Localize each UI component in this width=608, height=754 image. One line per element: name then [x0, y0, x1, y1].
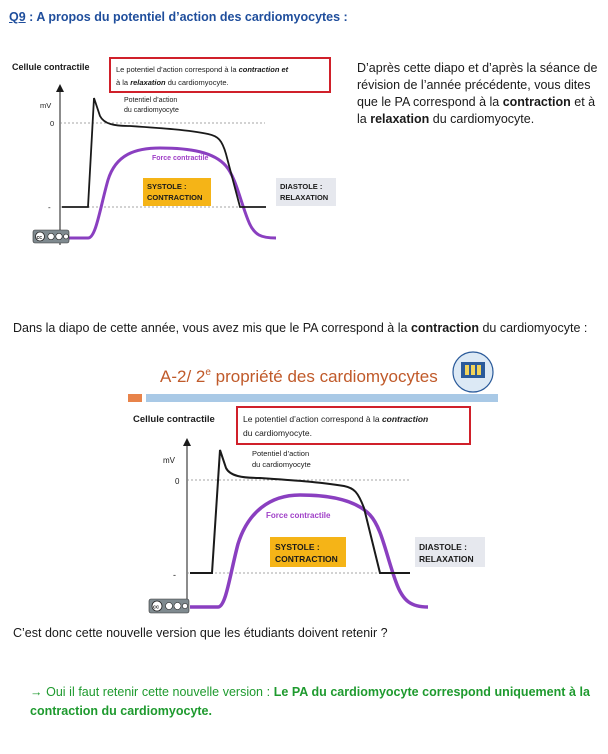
- old-box-line1: Le potentiel d’action correspond à la contraction et: [116, 65, 289, 74]
- new-pa-label-1: Potentiel d’action: [252, 449, 310, 458]
- new-license-text: cc: [153, 604, 160, 611]
- bottom-question: C’est donc cette nouvelle version que les étudiants doivent retenir ?: [13, 626, 388, 640]
- old-cell-label: Cellule contractile: [12, 62, 90, 72]
- question-number: Q9: [9, 10, 26, 24]
- old-systole-2: CONTRACTION: [147, 193, 203, 202]
- university-logo-icon: [453, 352, 493, 392]
- new-pa-label-2: du cardiomyocyte: [252, 460, 311, 469]
- right-commentary: D’après cette diapo et d’après la séance de révision de l’année précédente, vous dites que le PA correspond à la contraction et à la relaxation du cardiomyocyte.: [357, 61, 598, 126]
- old-diastole-1: DIASTOLE :: [280, 182, 323, 191]
- old-license-text: cc: [36, 235, 43, 241]
- new-zero-label: 0: [175, 477, 180, 486]
- new-nd-icon: [182, 603, 187, 608]
- new-y-axis-arrow: [183, 438, 191, 446]
- question-title: [9, 10, 348, 24]
- new-box-line1: Le potentiel d’action correspond à la contraction: [243, 414, 429, 424]
- new-diastole-1: DIASTOLE :: [419, 542, 468, 552]
- new-systole-1: SYSTOLE :: [275, 542, 320, 552]
- new-slide: [120, 350, 505, 620]
- old-diagram: [0, 40, 350, 255]
- slide-blue-bar: [146, 394, 498, 402]
- new-minus-label: -: [173, 570, 176, 580]
- old-diastole-2: RELAXATION: [280, 193, 329, 202]
- old-pa-label-1: Potentiel d’action: [124, 97, 178, 104]
- new-by-icon: [166, 603, 173, 610]
- old-box-line2: à la relaxation du cardiomyocyte.: [116, 78, 229, 87]
- old-zero-label: 0: [50, 119, 55, 128]
- new-force-label: Force contractile: [266, 511, 331, 520]
- new-systole-2: CONTRACTION: [275, 554, 338, 564]
- old-nd-icon: [64, 234, 69, 239]
- slide-title: A-2/ 2e propriété des cardiomyocytes: [160, 367, 438, 386]
- old-systole-1: SYSTOLE :: [147, 182, 187, 191]
- new-definition-box: [237, 407, 470, 444]
- old-minus-label: -: [48, 203, 51, 212]
- old-force-label: Force contractile: [152, 155, 209, 162]
- new-nc-icon: [174, 603, 181, 610]
- slide-orange-bar: [128, 394, 142, 402]
- new-cell-label: Cellule contractile: [133, 414, 215, 425]
- old-pa-label-2: du cardiomyocyte: [124, 107, 179, 114]
- new-diastole-2: RELAXATION: [419, 554, 474, 564]
- arrow-icon: →: [30, 685, 43, 699]
- question-title-text: : A propos du potentiel d’action des cardiomyocytes :: [25, 10, 348, 24]
- old-by-icon: [48, 233, 54, 239]
- new-mv-label: mV: [163, 456, 175, 465]
- answer-text: → Oui il faut retenir cette nouvelle version : Le PA du cardiomyocyte correspond uniquement à la contraction du cardiomyocyte.: [30, 685, 590, 718]
- old-nc-icon: [56, 233, 62, 239]
- old-mv-label: mV: [40, 101, 52, 110]
- old-y-axis-arrow: [56, 84, 64, 92]
- new-box-line2: du cardiomyocyte.: [243, 428, 312, 438]
- mid-commentary: Dans la diapo de cette année, vous avez mis que le PA correspond à la contraction du cardiomyocyte :: [13, 321, 588, 335]
